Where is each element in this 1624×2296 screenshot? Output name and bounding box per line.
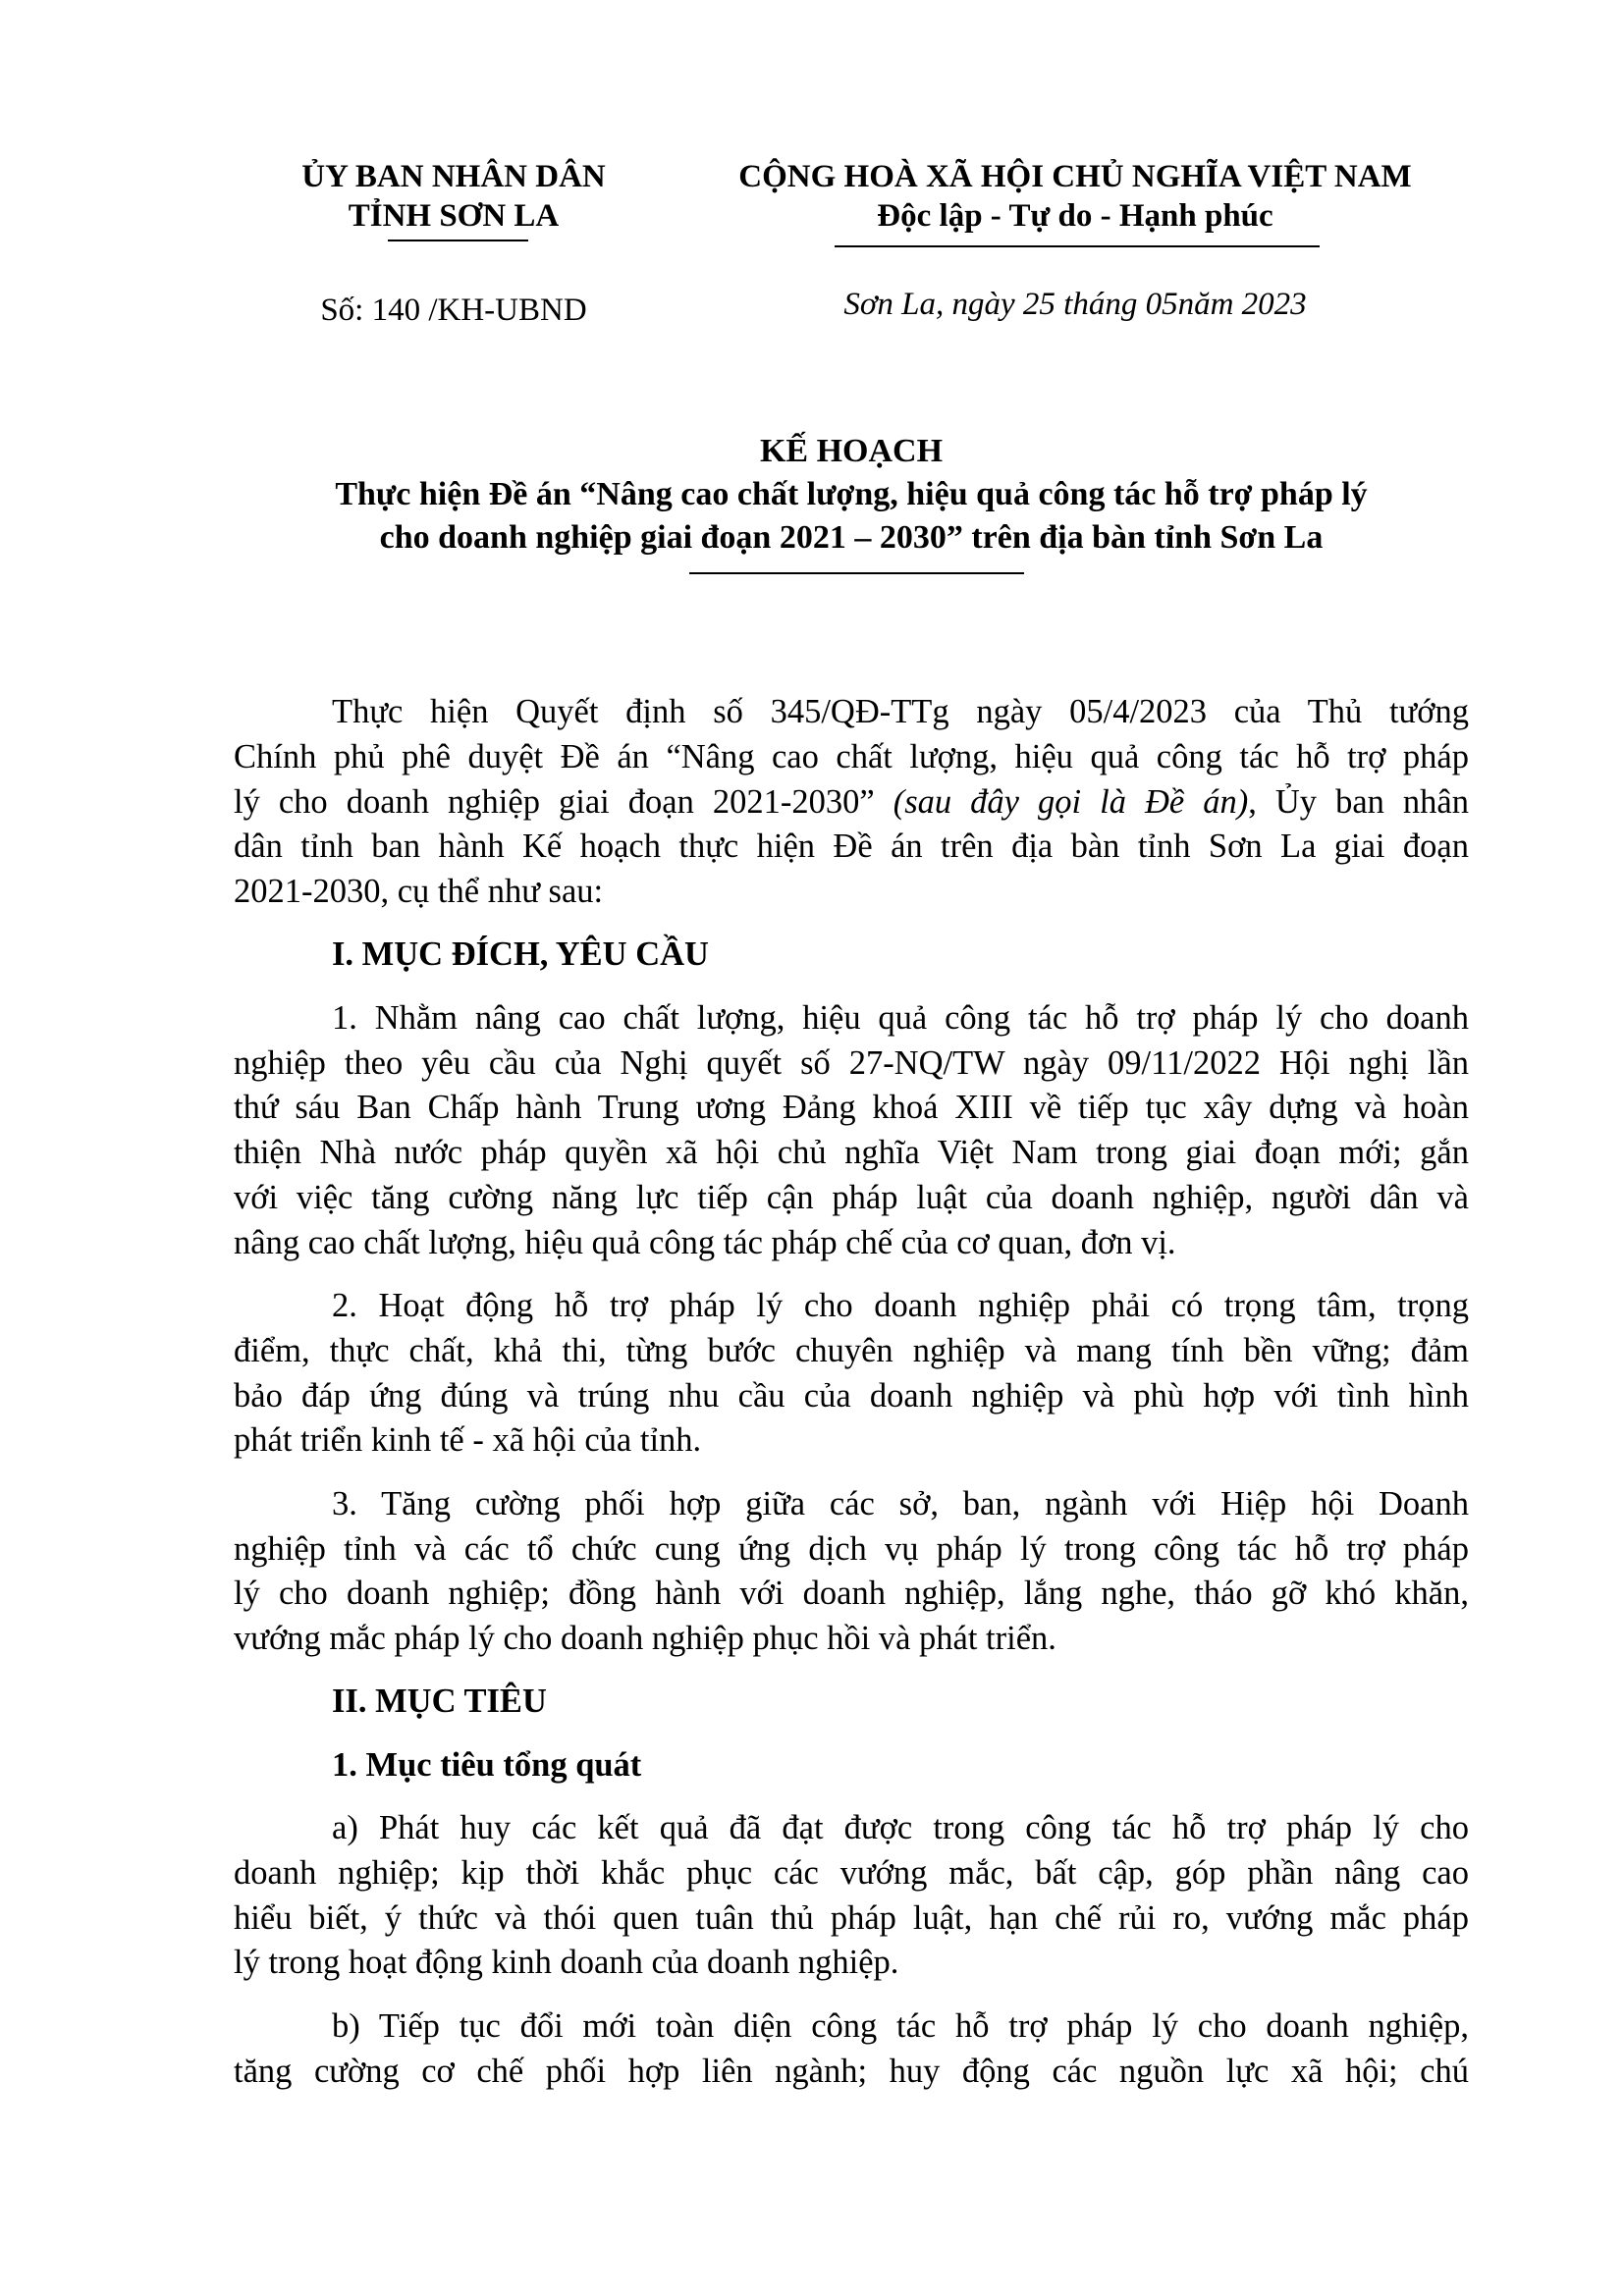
text-line: dân tỉnh ban hành Kế hoạch thực hiện Đề án trên địa bàn tỉnh Sơn La giai đoạn (234, 828, 1469, 866)
text-line: 2021-2030, cụ thể như sau: (234, 873, 604, 911)
text-run: , Ủy ban nhân (1248, 782, 1469, 821)
text-line: a) Phát huy các kết quả đã đạt được trong công tác hỗ trợ pháp lý cho (332, 1809, 1469, 1847)
paragraph-item-a (234, 1806, 1469, 1986)
italic-note: (sau đây gọi là Đề án) (893, 782, 1249, 821)
paragraph-item-b (234, 2004, 1469, 2095)
national-motto: Độc lập - Tự do - Hạnh phúc (877, 198, 1273, 234)
text-line: nghiệp theo yêu cầu của Nghị quyết số 27-NQ/TW ngày 09/11/2022 Hội nghị lần (234, 1043, 1469, 1082)
text-line: điểm, thực chất, khả thi, từng bước chuyên nghiệp và mang tính bền vững; đảm (234, 1331, 1469, 1369)
text-line: Thực hiện Quyết định số 345/QĐ-TTg ngày 05/4/2023 của Thủ tướng (332, 693, 1469, 730)
nation-name: CỘNG HOÀ XÃ HỘI CHỦ NGHĨA VIỆT NAM (738, 159, 1412, 194)
text-line: bảo đáp ứng đúng và trúng nhu cầu của doanh nghiệp và phù hợp với tình hình (234, 1376, 1469, 1415)
section-1-heading: I. MỤC ĐÍCH, YÊU CẦU (332, 935, 709, 974)
text-run: lý cho doanh nghiệp giai đoạn 2021-2030” (234, 782, 875, 821)
title-block (234, 430, 1469, 560)
subsection-1-heading: 1. Mục tiêu tổng quát (332, 1745, 642, 1784)
document-title: KẾ HOẠCH (759, 433, 944, 469)
text-line: phát triển kinh tế - xã hội của tỉnh. (234, 1421, 702, 1460)
document-date: Sơn La, ngày 25 tháng 05năm 2023 (843, 287, 1307, 322)
text-line: 3. Tăng cường phối hợp giữa các sở, ban, ngành với Hiệp hội Doanh (332, 1484, 1469, 1522)
document-subtitle-line-2: cho doanh nghiệp giai đoạn 2021 – 2030” trên địa bàn tỉnh Sơn La (379, 519, 1324, 556)
issuer-name: ỦY BAN NHÂN DÂN (301, 159, 606, 194)
issuer-underline (388, 240, 528, 241)
document-subtitle-line-1: Thực hiện Đề án “Nâng cao chất lượng, hiệu quả công tác hỗ trợ pháp lý (335, 476, 1368, 512)
text-line: 1. Nhằm nâng cao chất lượng, hiệu quả công tác hỗ trợ pháp lý cho doanh (332, 998, 1469, 1037)
issuer-province: TỈNH SƠN LA (348, 198, 560, 234)
title-underline (689, 572, 1024, 574)
text-line: với việc tăng cường năng lực tiếp cận pháp luật của doanh nghiệp, người dân và (234, 1178, 1469, 1216)
text-line: thiện Nhà nước pháp quyền xã hội chủ nghĩa Việt Nam trong giai đoạn mới; gắn (234, 1134, 1469, 1172)
text-line: thứ sáu Ban Chấp hành Trung ương Đảng khoá XIII về tiếp tục xây dựng và hoàn (234, 1089, 1469, 1127)
paragraph-item-1 (234, 996, 1469, 1266)
document-number: Số: 140 /KH-UBND (320, 293, 587, 328)
intro-paragraph (234, 690, 1469, 915)
text-line: hiểu biết, ý thức và thói quen tuân thủ pháp luật, hạn chế rủi ro, vướng mắc pháp (234, 1898, 1469, 1937)
text-line: 2. Hoạt động hỗ trợ pháp lý cho doanh nghiệp phải có trọng tâm, trọng (332, 1287, 1469, 1325)
text-line: b) Tiếp tục đổi mới toàn diện công tác hỗ trợ pháp lý cho doanh nghiệp, (332, 2006, 1469, 2045)
text-line: lý cho doanh nghiệp; đồng hành với doanh nghiệp, lắng nghe, tháo gỡ khó khăn, (234, 1575, 1469, 1613)
section-2-heading: II. MỤC TIÊU (332, 1682, 547, 1721)
issuer-block (257, 157, 650, 236)
text-line: Chính phủ phê duyệt Đề án “Nâng cao chất lượng, hiệu quả công tác hỗ trợ pháp (234, 737, 1469, 775)
text-line: nâng cao chất lượng, hiệu quả công tác pháp chế của cơ quan, đơn vị. (234, 1223, 1176, 1261)
text-line: vướng mắc pháp lý cho doanh nghiệp phục hồi và phát triển. (234, 1620, 1056, 1658)
motto-underline (835, 245, 1320, 247)
text-line: lý trong hoạt động kinh doanh của doanh nghiệp. (234, 1944, 899, 1982)
national-header (677, 157, 1473, 236)
section-heading (234, 1680, 1469, 1725)
text-line: tăng cường cơ chế phối hợp liên ngành; huy động các nguồn lực xã hội; chú (234, 2052, 1469, 2090)
subsection-heading (234, 1743, 1469, 1789)
document-body (234, 690, 1469, 2112)
text-line: doanh nghiệp; kịp thời khắc phục các vướng mắc, bất cập, góp phần nâng cao (234, 1853, 1469, 1892)
text-line: nghiệp tỉnh và các tổ chức cung ứng dịch vụ pháp lý trong công tác hỗ trợ pháp (234, 1529, 1469, 1568)
text-line (234, 780, 1469, 826)
paragraph-item-3 (234, 1482, 1469, 1662)
section-heading (234, 933, 1469, 978)
paragraph-item-2 (234, 1284, 1469, 1464)
